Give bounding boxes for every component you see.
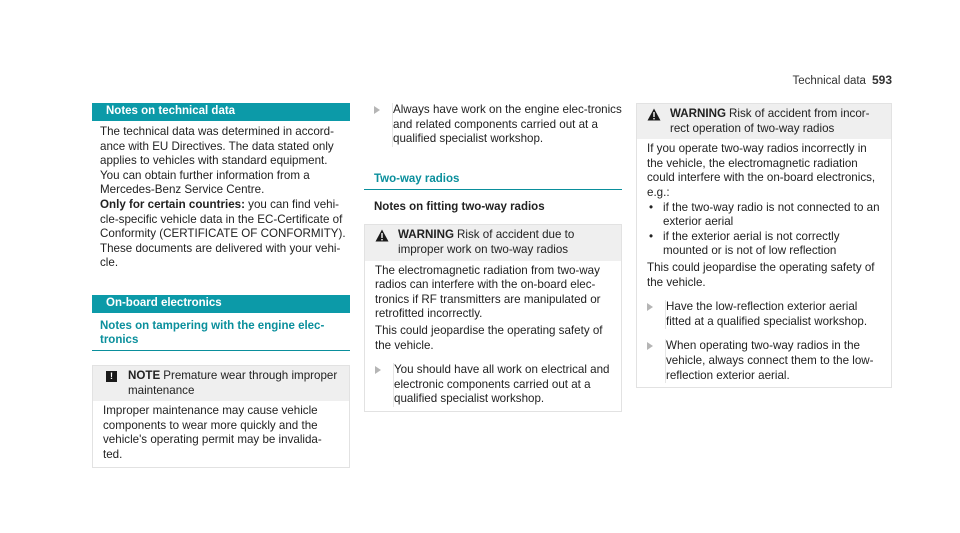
warning-bullet-list	[647, 201, 881, 259]
step-text: You should have all work on electrical and electronic components carried out at a qualified specialist workshop.	[394, 363, 610, 406]
warning-box	[636, 103, 892, 388]
warning-label: WARNING	[670, 107, 727, 120]
bullet-text: if the exterior aerial is not correctly mounted or is not of low reflection	[663, 229, 840, 258]
instruction-step	[647, 339, 881, 383]
column-3	[636, 103, 892, 388]
warning-paragraph-1: If you operate two-way radios incorrectly in the vehicle, the electromagnetic radiation could interfere with the on-board electronics, e.g.:	[647, 142, 876, 199]
warning-box	[364, 224, 622, 412]
bullet-text: if the two-way radio is not connected to an exterior aerial	[663, 200, 880, 229]
arrow-right-icon	[647, 342, 653, 350]
step-text: Have the low-reflection exterior aerial fitted at a qualified specialist workshop.	[665, 300, 881, 329]
warning-paragraph-2: This could jeopardise the operating safety of the vehicle.	[375, 323, 603, 352]
instruction-step	[375, 363, 611, 407]
note-label: NOTE	[128, 368, 161, 382]
certain-countries-paragraph	[92, 198, 350, 271]
exclamation-note-icon: !	[106, 371, 117, 382]
subhead-two-way-radios: Two-way radios	[364, 172, 622, 190]
page-header	[792, 73, 892, 89]
instruction-step	[647, 300, 881, 329]
warning-header	[637, 104, 891, 139]
arrow-right-icon	[374, 106, 380, 114]
section-title-technical-data: Notes on technical data	[92, 103, 350, 121]
note-title: Premature wear through improper maintenance	[128, 368, 338, 397]
arrow-right-icon	[647, 303, 653, 311]
page-header-title: Technical data	[792, 75, 866, 87]
column-1	[92, 103, 350, 468]
warning-body	[365, 261, 621, 411]
warning-paragraph-2: This could jeopardise the operating safety of the vehicle.	[647, 260, 875, 289]
warning-body	[637, 139, 891, 387]
warning-title: Risk of accident due to improper work on two-way radios	[398, 228, 575, 256]
note-body: Improper maintenance may cause vehicle components to wear more quickly and the vehicle's operating permit may be invalida-ted.	[103, 404, 322, 461]
list-item	[647, 230, 881, 259]
page-number: 593	[871, 73, 892, 87]
certain-countries-lead: Only for certain countries:	[100, 197, 245, 211]
warning-paragraph-1: The electromagnetic radiation from two-way radios can interfere with the on-board elec-tronics if RF transmitters are manipulated or retrofitted incorrectly.	[375, 263, 601, 321]
bullet-dot-icon: •	[649, 229, 654, 243]
warning-label: WARNING	[398, 228, 455, 242]
step-text: Always have work on the engine elec-tronics and related components carried out at a qualified specialist workshop.	[393, 103, 622, 146]
warning-triangle-icon	[375, 229, 389, 242]
step-text: When operating two-way radios in the vehicle, always connect them to the low-reflection exterior aerial.	[665, 339, 881, 383]
warning-triangle-icon	[647, 108, 661, 121]
column-2	[364, 103, 622, 412]
warning-title: Risk of accident from incor-rect operation of two-way radios	[670, 107, 870, 135]
note-header	[93, 366, 349, 401]
list-item	[647, 201, 881, 230]
warning-header	[365, 225, 621, 260]
section-title-onboard-electronics: On-board electronics	[92, 295, 350, 313]
note-box	[92, 365, 350, 468]
instruction-step	[364, 103, 622, 147]
technical-data-paragraph: The technical data was determined in accord-ance with EU Directives. The data stated only applies to vehicles with standard equipment. You can obtain further information from a Mercedes-Benz Service Centre.	[100, 125, 334, 197]
arrow-right-icon	[375, 366, 381, 374]
bullet-dot-icon: •	[649, 200, 654, 214]
heading-fitting-radios: Notes on fitting two-way radios	[374, 200, 545, 213]
certain-countries-text: you can find vehi-cle-specific vehicle data in the EC-Certificate of Conformity (CERTIFICATE OF CONFORMITY). These documents are delivered with your vehi-cle.	[100, 197, 346, 270]
subhead-tampering: Notes on tampering with the engine elec-tronics	[92, 319, 350, 351]
